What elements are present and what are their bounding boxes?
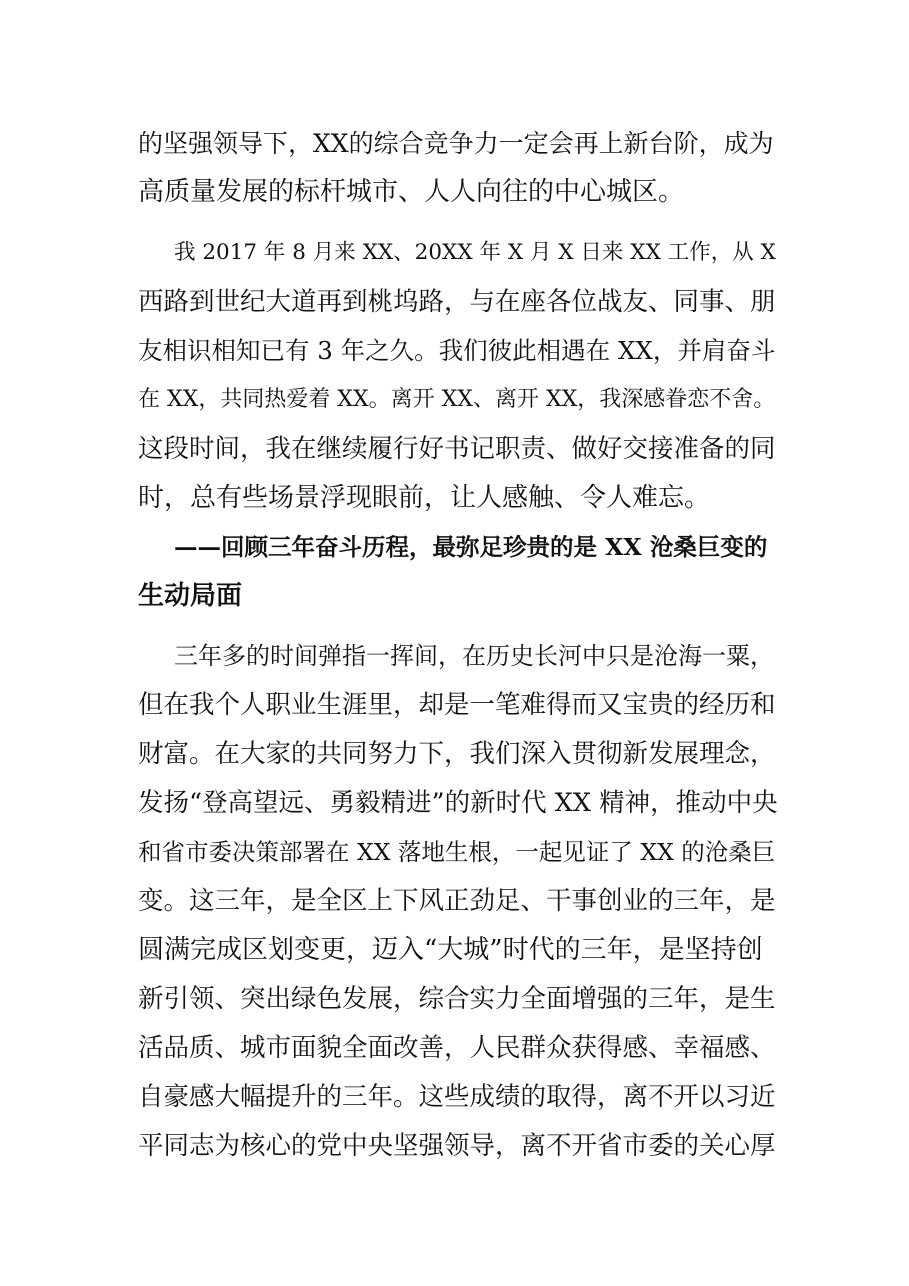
paragraph-line: 变。这三年，是全区上下风正劲足、干事创业的三年，是 <box>138 886 776 916</box>
heading-line: ——回顾三年奋斗历程，最弥足珍贵的是 XX 沧桑巨变的 <box>174 533 768 561</box>
paragraph-line: 活品质、城市面貌全面改善，人民群众获得感、幸福感、 <box>138 1033 776 1063</box>
paragraph-line: 和省市委决策部署在 XX 落地生根，一起见证了 XX 的沧桑巨 <box>138 838 776 866</box>
paragraph-line: 平同志为核心的党中央坚强领导，离不开省市委的关心厚 <box>138 1131 776 1161</box>
paragraph-line: 但在我个人职业生涯里，却是一笔难得而又宝贵的经历和 <box>138 690 776 720</box>
paragraph-line: 自豪感大幅提升的三年。这些成绩的取得，离不开以习近 <box>138 1082 776 1112</box>
paragraph-line: 在 XX，共同热爱着 XX。离开 XX、离开 XX，我深感眷恋不舍。 <box>138 387 776 412</box>
paragraph-line: 这段时间，我在继续履行好书记职责、做好交接准备的同 <box>138 434 776 464</box>
paragraph-line: 我 2017 年 8 月来 XX、20XX 年 X 月 X 日来 XX 工作，从 X <box>174 240 776 265</box>
paragraph-line: 的坚强领导下，XX的综合竞争力一定会再上新台阶，成为 <box>138 129 774 158</box>
paragraph-line: 友相识相知已有 3 年之久。我们彼此相遇在 XX，并肩奋斗 <box>138 336 776 365</box>
paragraph-line: 高质量发展的标杆城市、人人向往的中心城区。 <box>138 177 685 207</box>
paragraph-line: 时，总有些场景浮现眼前，让人感触、令人难忘。 <box>138 483 711 513</box>
heading-line: 生动局面 <box>138 581 243 611</box>
paragraph-line: 西路到世纪大道再到桃坞路，与在座各位战友、同事、朋 <box>138 287 776 317</box>
paragraph-line: 发扬“登高望远、勇毅精进”的新时代 XX 精神，推动中央 <box>138 788 778 818</box>
paragraph-line: 财富。在大家的共同努力下，我们深入贯彻新发展理念， <box>138 739 776 769</box>
paragraph-line: 三年多的时间弹指一挥间，在历史长河中只是沧海一粟， <box>174 642 774 670</box>
paragraph-line: 新引领、突出绿色发展，综合实力全面增强的三年，是生 <box>138 984 776 1014</box>
paragraph-line: 圆满完成区划变更，迈入“大城”时代的三年，是坚持创 <box>138 935 763 965</box>
